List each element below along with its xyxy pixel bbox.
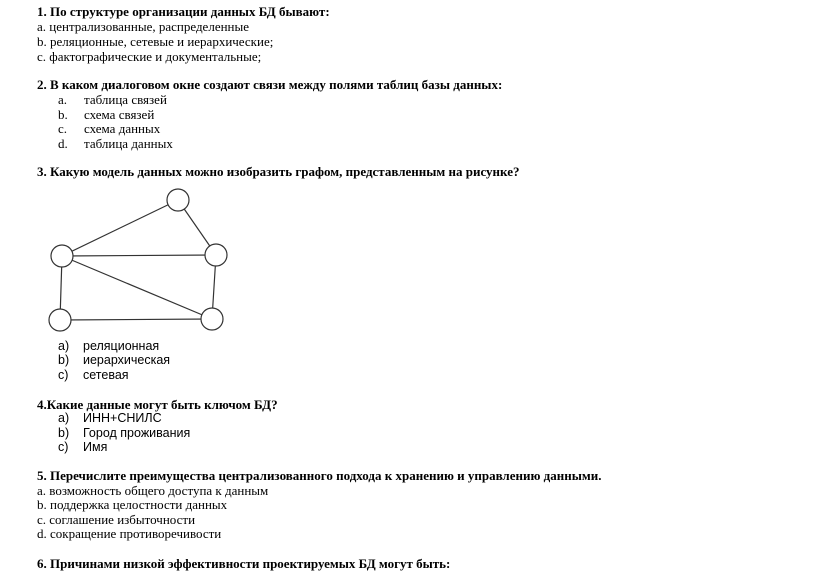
- q6-title: 6. Причинами низкой эффективности проектируемых БД могут быть:: [37, 556, 451, 571]
- q2-option-b: [58, 107, 154, 122]
- q2-option-c-label: c.: [58, 121, 68, 136]
- q4-option-b-text: Город проживания: [83, 426, 191, 440]
- q3-option-a-text: реляционная: [83, 339, 160, 353]
- q5-option-b: [37, 497, 227, 512]
- q2-option-d-label: d.: [58, 136, 68, 151]
- q5-option-c-text: соглашение избыточности: [49, 512, 196, 527]
- q1-title: 1. По структуре организации данных БД бывают:: [37, 4, 330, 19]
- graph-node: [205, 244, 227, 266]
- q4-option-a-text: ИНН+СНИЛС: [83, 411, 162, 425]
- q1-option-b-text: реляционные, сетевые и иерархические;: [50, 34, 274, 49]
- q1-option-b: [37, 34, 273, 49]
- q3-option-a-label: a): [58, 339, 70, 353]
- q4-option-a-label: a): [58, 411, 70, 425]
- q3-option-c-text: сетевая: [83, 368, 129, 382]
- q5-option-b-label: b.: [37, 497, 47, 512]
- graph-node: [51, 245, 73, 267]
- q5-option-a-label: a.: [37, 483, 47, 498]
- q3-option-b-text: иерархическая: [83, 353, 171, 367]
- graph-node: [49, 309, 71, 331]
- q3-option-b: [58, 353, 170, 368]
- q3-title: 3. Какую модель данных можно изобразить графом, представленным на рисунке?: [37, 164, 520, 179]
- q1-option-a: [37, 19, 249, 34]
- q2-option-a-text: таблица связей: [84, 92, 167, 107]
- graph-edge: [62, 256, 212, 319]
- q5-option-d-text: сокращение противоречивости: [50, 526, 222, 541]
- q2-title: 2. В каком диалоговом окне создают связи между полями таблиц базы данных:: [37, 77, 503, 92]
- graph-edge: [60, 319, 212, 320]
- q3-option-b-label: b): [58, 353, 70, 367]
- q5-option-a-text: возможность общего доступа к данным: [49, 483, 269, 498]
- q2-option-d-text: таблица данных: [84, 136, 173, 151]
- q2-option-b-label: b.: [58, 107, 68, 122]
- q1-option-a-text: централизованные, распределенные: [49, 19, 250, 34]
- q5-title: 5. Перечислите преимущества централизованного подхода к хранению и управлению данными.: [37, 468, 602, 483]
- q2-option-a-label: a.: [58, 92, 68, 107]
- graph-node: [201, 308, 223, 330]
- q4-option-b: [58, 426, 190, 441]
- graph-edge: [62, 255, 216, 256]
- q2-option-b-text: схема связей: [84, 107, 155, 122]
- q3-option-a: [58, 339, 159, 354]
- q4-option-c-label: c): [58, 440, 69, 454]
- q1-option-b-label: b.: [37, 34, 47, 49]
- q5-option-a: [37, 483, 268, 498]
- graph-node: [167, 189, 189, 211]
- q1-option-a-label: a.: [37, 19, 47, 34]
- q2-option-a: [58, 92, 167, 107]
- q2-option-d: [58, 136, 173, 151]
- q1-option-c: [37, 49, 261, 64]
- q4-title: 4.Какие данные могут быть ключом БД?: [37, 397, 278, 412]
- q4-option-c: [58, 440, 107, 455]
- q5-option-b-text: поддержка целостности данных: [50, 497, 228, 512]
- q2-option-c-text: схема данных: [84, 121, 161, 136]
- q3-option-c-label: c): [58, 368, 69, 382]
- q4-option-a: [58, 411, 162, 426]
- q1-option-c-text: фактографические и документальные;: [49, 49, 262, 64]
- q4-option-c-text: Имя: [83, 440, 108, 454]
- graph-edge: [62, 200, 178, 256]
- q1-option-c-label: c.: [37, 49, 47, 64]
- network-graph-figure: [40, 180, 240, 340]
- q3-option-c: [58, 368, 129, 383]
- q5-option-d: [37, 526, 221, 541]
- q5-option-c: [37, 512, 195, 527]
- q4-option-b-label: b): [58, 426, 70, 440]
- q5-option-c-label: c.: [37, 512, 47, 527]
- q5-option-d-label: d.: [37, 526, 47, 541]
- q2-option-c: [58, 121, 160, 136]
